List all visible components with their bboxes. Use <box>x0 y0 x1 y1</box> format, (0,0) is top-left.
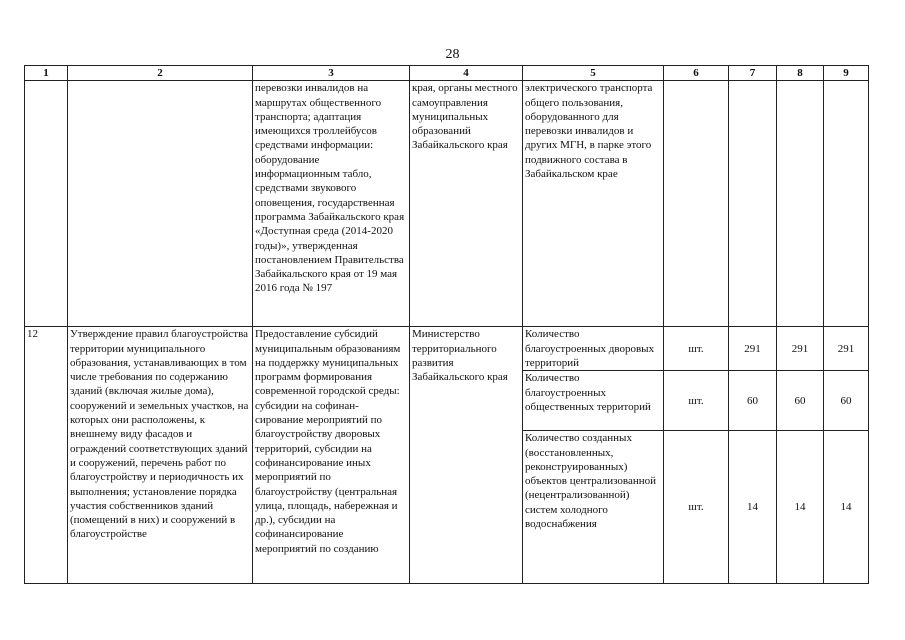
program-table <box>24 65 869 584</box>
header-cell: 6 <box>664 66 729 81</box>
row-number-cell <box>25 81 68 327</box>
header-cell: 2 <box>68 66 253 81</box>
unit-cell <box>664 81 729 327</box>
value-cell: 14 <box>729 431 777 584</box>
mechanism-cell: Предоставление субсидий муниципальным образованиям на поддержку муниципальных программ формирования современной городской среды: субсидии на софинан-сирование мероприятий по благоустройству дворовых территорий, субсидии на софинансирование иных мероприятий по благоустройству (центральная улица, площадь, набережная и др.), субсидии на софинансирование мероприятий по созданию <box>253 327 410 584</box>
page-number: 28 <box>445 47 460 62</box>
header-cell: 4 <box>410 66 523 81</box>
value-cell: 60 <box>777 371 824 431</box>
indicator-cell: Количество благоустроенных общественных территорий <box>523 371 664 431</box>
mechanism-cell: перевозки инвалидов на маршрутах общественного транспорта; адаптация имеющихся троллейбусов средствами информации: оборудование информационным табло, средствами звукового оповещения, государственная программа Забайкальского края «Доступная среда (2014-2020 годы)», утвержденная постановлением Правительства Забайкальского края от 19 мая 2016 года № 197 <box>253 81 410 327</box>
header-cell: 5 <box>523 66 664 81</box>
header-cell: 1 <box>25 66 68 81</box>
row-number-cell: 12 <box>25 327 68 584</box>
value-cell: 60 <box>824 371 869 431</box>
measure-cell: Утверждение правил благоустройства территории муниципального образования, устанавливающих в том числе требования по содержанию зданий (включая жилые дома), сооружений и земельных участков, на которых они расположены, к внешнему виду фасадов и ограждений соответствующих зданий и сооружений, перечень работ по благоустройству и периодичность их выполнения; установление порядка участия собственников зданий (помещений в них) и сооружений в благоустройстве <box>68 327 253 584</box>
table-row <box>25 327 869 371</box>
value-cell: 291 <box>777 327 824 371</box>
indicator-cell: электрического транспорта общего пользования, оборудованного для перевозки инвалидов и других МГН, в парке этого подвижного состава в Забайкальском крае <box>523 81 664 327</box>
value-cell: 291 <box>824 327 869 371</box>
unit-cell: шт. <box>664 431 729 584</box>
indicator-cell: Количество созданных (восстановленных, реконструированных) объектов централизованной (нецентрализованной) систем холодного водоснабжения <box>523 431 664 584</box>
header-cell: 7 <box>729 66 777 81</box>
value-cell <box>824 81 869 327</box>
responsible-cell: края, органы местного самоуправления муниципальных образований Забайкальского края <box>410 81 523 327</box>
header-row <box>25 66 869 81</box>
measure-cell <box>68 81 253 327</box>
header-cell: 8 <box>777 66 824 81</box>
value-cell: 14 <box>824 431 869 584</box>
value-cell: 14 <box>777 431 824 584</box>
responsible-cell: Министерство территориального развития Забайкальского края <box>410 327 523 584</box>
header-cell: 3 <box>253 66 410 81</box>
table-row <box>25 81 869 327</box>
unit-cell: шт. <box>664 371 729 431</box>
value-cell: 291 <box>729 327 777 371</box>
unit-cell: шт. <box>664 327 729 371</box>
value-cell: 60 <box>729 371 777 431</box>
value-cell <box>729 81 777 327</box>
indicator-cell: Количество благоустроенных дворовых территорий <box>523 327 664 371</box>
header-cell: 9 <box>824 66 869 81</box>
value-cell <box>777 81 824 327</box>
